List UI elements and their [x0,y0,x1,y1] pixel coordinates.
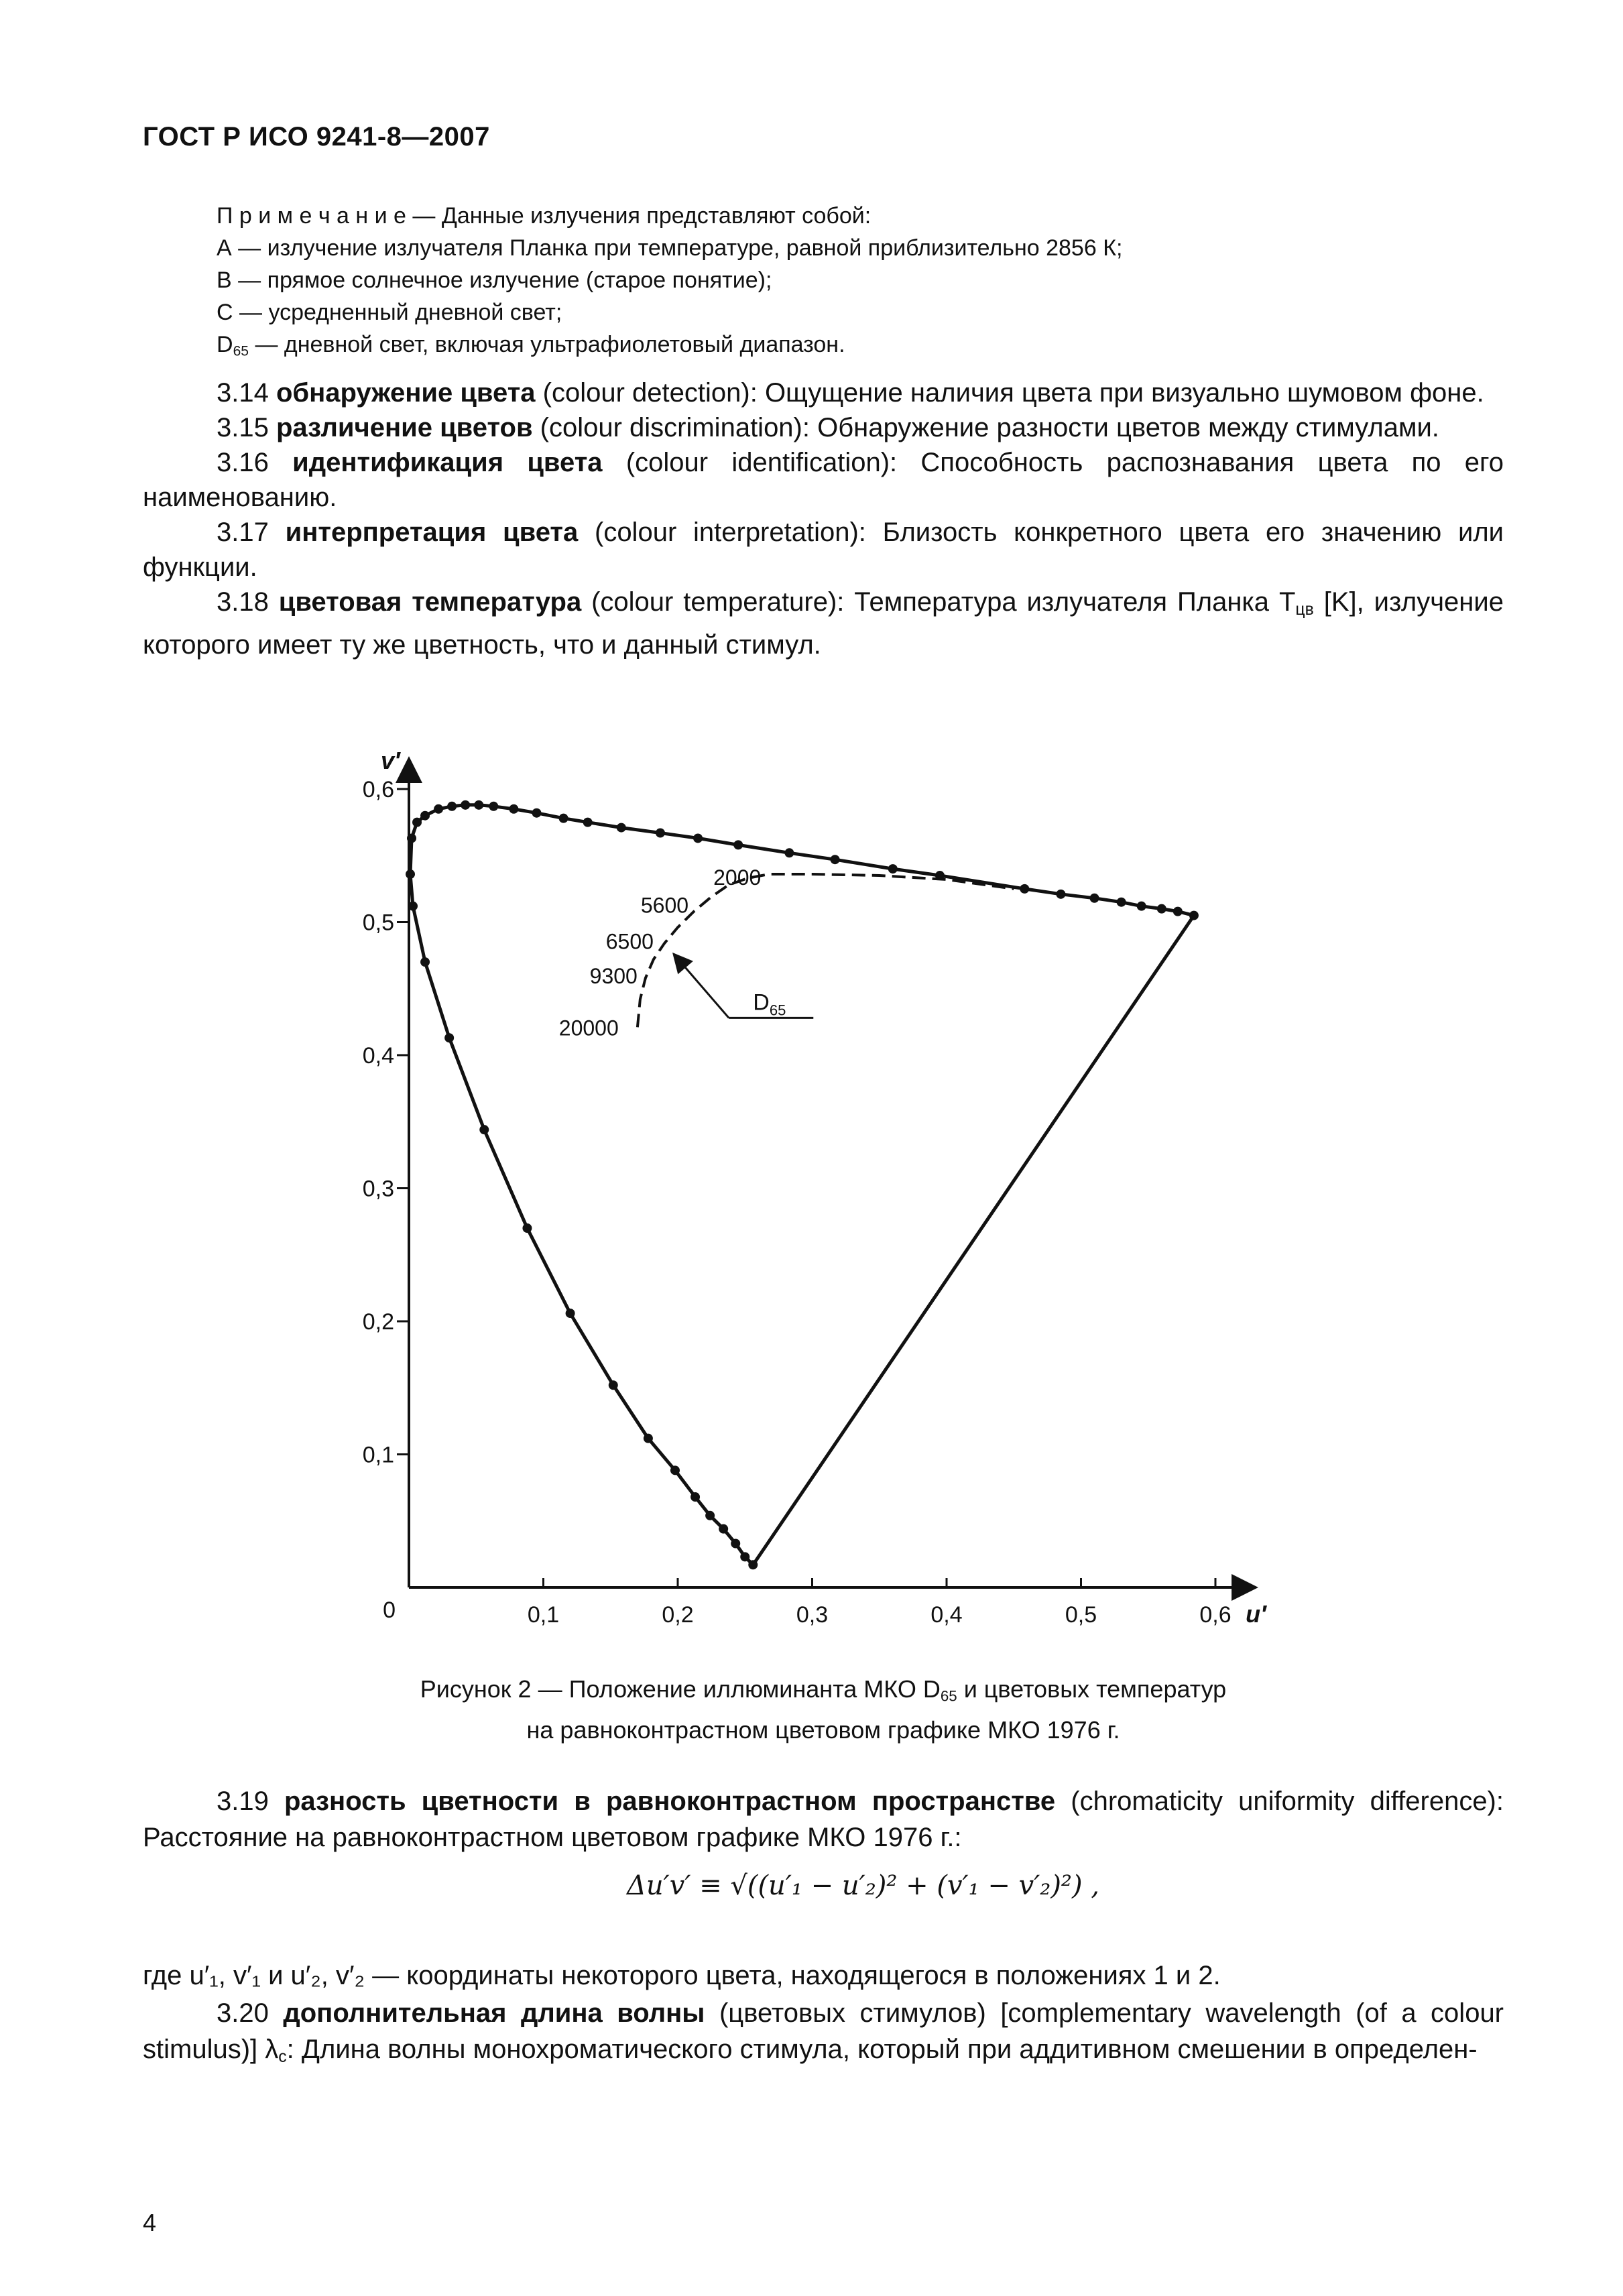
note-item: $D_{65}$ — дневной свет, включая ультрафиолетовый диапазон. [217,332,845,359]
locus-point [784,848,794,857]
formula-explanation: где u′₁, v′₁ и u′₂, v′₂ — координаты некоторого цвета, находящегося в положениях 1 и 2. [143,1961,1221,1990]
figure-caption [143,1673,1504,1747]
note-item: С — усредненный дневной свет; [217,300,562,325]
locus-point [693,833,703,843]
locus-point [474,800,483,810]
locus-point [1056,890,1065,899]
spectral-locus [406,800,1199,1569]
cie-1976-chart [308,737,1314,1663]
locus-point [509,804,518,814]
y-tick-label: 0,2 [362,1309,394,1335]
locus-point [447,802,457,811]
note-item: В — прямое солнечное излучение (старое понятие); [217,267,772,293]
locus-point [656,829,665,838]
locus-point [583,818,593,827]
x-tick-label: 0,1 [527,1602,560,1628]
y-tick-label: 0,3 [362,1176,394,1202]
locus-point [420,811,430,821]
definition-3-14: 3.14 обнаружение цвета (colour detection): Ощущение наличия цвета при визуально шумовом фоне. [217,378,1484,408]
temperature-label: 20000 [558,1016,619,1040]
origin-label: 0 [383,1597,396,1623]
x-tick-label: 0,4 [930,1602,963,1628]
note-title: П р и м е ч а н и е — Данные излучения представляют собой: [217,203,871,229]
x-tick-label: 0,6 [1199,1602,1231,1628]
locus-point [609,1380,618,1390]
definition-3-15: 3.15 различение цветов (colour discrimination): Обнаружение разности цветов между стимулами. [217,413,1439,442]
locus-point [831,855,840,864]
locus-point [705,1511,715,1520]
locus-point [1020,884,1029,894]
chart-labels [559,865,813,1040]
formula: Δu′v′ ≡ √((u′₁ − u′₂)² + (v′₁ − v′₂)²) , [627,1870,1099,1901]
y-tick-label: 0,5 [362,910,394,936]
y-axis-label: v′ [381,747,400,774]
locus-point [617,823,626,833]
locus-point [1189,911,1199,920]
locus-point [461,800,470,810]
planckian-curve [638,874,1014,1027]
definition-3-19: 3.19 разность цветности в равноконтрастном пространстве (chromaticity uniformity difference): Расстояние на равноконтрастном цветовом графике МКО 1976 г.: [143,1787,1504,1852]
locus-point [719,1524,728,1534]
x-tick-label: 0,2 [662,1602,694,1628]
caption-line-1: Рисунок 2 — Положение иллюминанта МКО $D_{65}$ и цветовых температур [420,1675,1227,1705]
definition-3-17: 3.17 интерпретация цвета (colour interpretation): Близость конкретного цвета его значению или функции. [143,518,1504,582]
locus-line [410,805,1194,1565]
locus-point [733,840,743,849]
locus-point [888,864,898,873]
definition-3-18: 3.18 цветовая температура (colour temperature): Температура излучателя Планка $T_{цв}$ [K], излучение которого имеет ту же цветность, что и данный стимул. [143,587,1504,660]
locus-point [690,1492,700,1502]
locus-point [444,1033,454,1042]
x-tick-label: 0,5 [1065,1602,1097,1628]
locus-point [434,804,443,814]
locus-point [559,814,568,823]
temperature-label: 5600 [640,893,689,918]
locus-point [412,818,422,827]
locus-point [522,1223,532,1233]
locus-point [1173,907,1183,916]
temperature-label: 2000 [713,865,762,890]
definition-3-16: 3.16 идентификация цвета (colour identification): Способность распознавания цвета по его наименованию. [143,448,1504,512]
locus-point [479,1125,489,1134]
locus-point [406,869,415,879]
note-item: А — излучение излучателя Планка при температуре, равной приблизительно 2856 К; [217,235,1123,261]
locus-point [1137,902,1146,911]
locus-point [670,1465,680,1475]
page-number: 4 [143,2209,157,2236]
definitions-block [143,375,1504,662]
y-tick-label: 0,4 [362,1043,394,1069]
x-axis-label: u′ [1246,1600,1266,1628]
locus-point [731,1538,740,1548]
d65-subscript: 65 [769,1002,786,1019]
temperature-label: 6500 [605,929,654,954]
locus-point [489,802,498,811]
x-tick-label: 0,3 [796,1602,829,1628]
axes [363,747,1267,1628]
locus-point [407,833,416,843]
d65-label: $D_{65}$ [753,989,786,1019]
locus-point [740,1552,749,1561]
note-block [217,200,1490,367]
locus-point [1157,904,1166,914]
y-tick-label: 0,1 [362,1442,394,1468]
definition-3-20: 3.20 дополнительная длина волны (цветовых стимулов) [complementary wavelength (of a colour stimulus)] $\lambda_c$: Длина волны монохроматического стимула, который при аддитивном смешении в определен- [143,1998,1504,2067]
document-header: ГОСТ Р ИСО 9241-8—2007 [143,122,490,152]
d65-arrow [674,954,729,1018]
locus-point [644,1434,653,1443]
locus-point [420,957,430,967]
y-tick-label: 0,6 [362,777,394,802]
planckian-locus [638,874,1014,1027]
caption-line-2: на равноконтрастном цветовом графике МКО 1976 г. [526,1715,1120,1744]
locus-point [566,1309,575,1318]
locus-point [1090,894,1099,903]
locus-point [748,1560,758,1569]
locus-point [408,902,418,911]
locus-point [532,808,541,818]
temperature-label: 9300 [589,963,638,988]
locus-point [1117,898,1126,907]
